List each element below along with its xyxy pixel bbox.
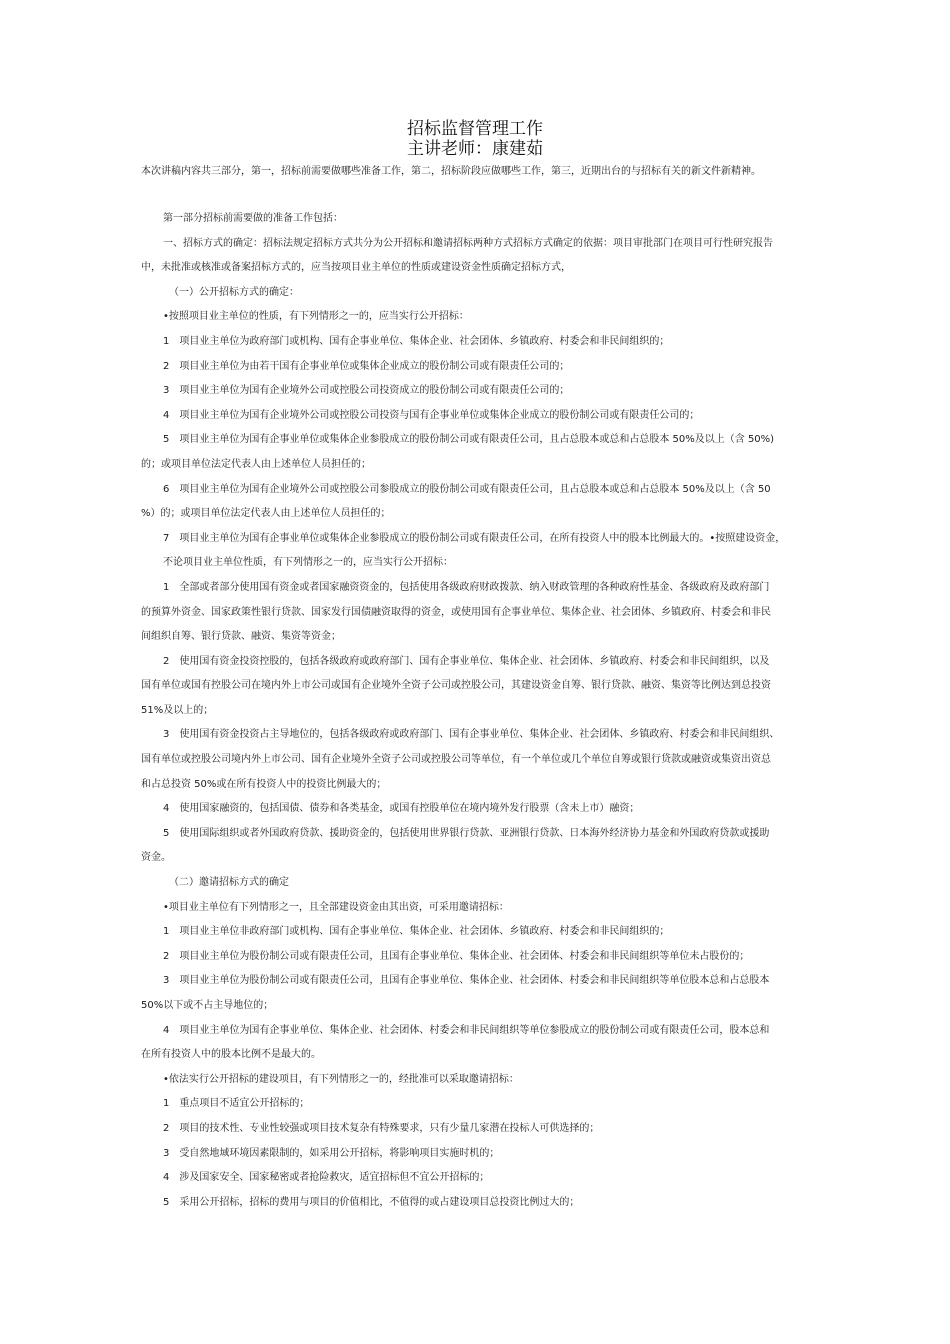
list-item: 4 使用国家融资的，包括国债、债券和各类基金，或国有控股单位在境内境外发行股票（含未上市）融资；	[163, 803, 640, 815]
list-item: 3 项目业主单位为国有企业境外公司或控股公司投资成立的股份制公司或有限责任公司的；	[163, 385, 570, 397]
list-item: 3 受自然地域环境因素限制的，如采用公开招标，将影响项目实施时机的；	[163, 1147, 500, 1159]
list-item-continuation: 资金。	[141, 852, 171, 864]
list-item-continuation: 的；或项目单位法定代表人由上述单位人员担任的；	[141, 458, 371, 470]
list-item: 1 重点项目不适宜公开招标的；	[163, 1098, 310, 1110]
bullet-line: •按照项目业主单位的性质，有下列情形之一的，应当实行公开招标：	[163, 311, 469, 323]
paragraph-line: 一、招标方式的确定：招标法规定招标方式共分为公开招标和邀请招标两种方式招标方式确定的依据：项目审批部门在项目可行性研究报告	[163, 237, 773, 249]
bullet-line: •依法实行公开招标的建设项目，有下列情形之一的，经批准可以采取邀请招标：	[163, 1073, 519, 1085]
document-title: 招标监督管理工作	[407, 119, 543, 139]
list-item-continuation: 和占总投资 50%或在所有投资人中的投资比例最大的；	[141, 778, 387, 790]
list-item: 1 项目业主单位非政府部门或机构、国有企事业单位、集体企业、社会团体、乡镇政府、村委会和非民间组织的；	[163, 926, 670, 938]
list-item: 1 全部或者部分使用国有资金或者国家融资资金的，包括使用各级政府财政拨款、纳入财政管理的各种政府性基金、各级政府及政府部门	[163, 581, 770, 593]
list-item-continuation: 国有单位或国有控股公司在境内外上市公司或国有企业境外全资子公司或控股公司，其建设资金自筹、银行贷款、融资、集资等比例达到总投资	[141, 680, 771, 692]
list-item: 4 涉及国家安全、国家秘密或者抢险救灾，适宜招标但不宜公开招标的；	[163, 1172, 490, 1184]
lecturer-line: 主讲老师：康建茹	[407, 139, 543, 159]
list-item-continuation: 在所有投资人中的股本比例不是最大的。	[141, 1049, 321, 1061]
list-item-continuation: 不论项目业主单位性质，有下列情形之一的，应当实行公开招标：	[163, 557, 453, 569]
list-item: 2 项目业主单位为由若干国有企事业单位或集体企业成立的股份制公司或有限责任公司的；	[163, 360, 570, 372]
list-item: 2 项目的技术性、专业性较强或项目技术复杂有特殊要求，只有少量几家潜在投标人可供选择的；	[163, 1122, 600, 1134]
bullet-line: •项目业主单位有下列情形之一，且全部建设资金由其出资，可采用邀请招标：	[163, 901, 509, 913]
subsection-heading: （二）邀请招标方式的确定	[169, 877, 289, 889]
list-item: 1 项目业主单位为政府部门或机构、国有企事业单位、集体企业、社会团体、乡镇政府、村委会和非民间组织的；	[163, 335, 670, 347]
subsection-heading: （一）公开招标方式的确定：	[169, 286, 299, 298]
document-body	[141, 207, 821, 1215]
section-heading: 第一部分招标前需要做的准备工作包括：	[163, 213, 343, 224]
list-item-continuation: 国有单位或控股公司境内外上市公司、国有企业境外全资子公司或控股公司等单位，有一个单位或几个单位自筹或银行贷款或融资或集资出资总	[141, 754, 771, 766]
list-item-continuation: 的预算外资金、国家政策性银行贷款、国家发行国债融资取得的资金，或使用国有企事业单位、集体企业、社会团体、乡镇政府、村委会和非民	[141, 606, 771, 618]
list-item: 2 使用国有资金投资控股的，包括各级政府或政府部门、国有企事业单位、集体企业、社会团体、乡镇政府、村委会和非民间组织，以及	[163, 655, 770, 667]
list-item-continuation: %）的；或项目单位法定代表人由上述单位人员担任的；	[141, 508, 391, 520]
list-item: 6 项目业主单位为国有企业境外公司或控股公司参股成立的股份制公司或有限责任公司，且占总股本或总和占总股本 50%及以上（含 50	[163, 483, 771, 495]
paragraph-line: 中，未批准或核准或备案招标方式的，应当按项目业主单位的性质或建设资金性质确定招标方式，	[141, 262, 571, 274]
list-item: 2 项目业主单位为股份制公司或有限责任公司，且国有企事业单位、集体企业、社会团体、村委会和非民间组织等单位未占股份的；	[163, 950, 750, 962]
list-item: 5 采用公开招标，招标的费用与项目的价值相比，不值得的或占建设项目总投资比例过大的；	[163, 1196, 580, 1208]
list-item-continuation: 间组织自筹、银行贷款、融资、集资等资金；	[141, 631, 341, 643]
list-item: 5 项目业主单位为国有企事业单位或集体企业参股成立的股份制公司或有限责任公司，且占总股本或总和占总股本 50%及以上（含 50%)	[163, 434, 775, 446]
list-item-continuation: 50%以下或不占主导地位的；	[141, 1000, 274, 1011]
list-item: 7 项目业主单位为国有企事业单位或集体企业参股成立的股份制公司或有限责任公司，在所有投资人中的股本比例最大的。•按照建设资金，	[163, 532, 786, 544]
list-item-continuation: 51%及以上的；	[141, 704, 214, 716]
intro-paragraph: 本次讲稿内容共三部分，第一，招标前需要做哪些准备工作，第二，招标阶段应做哪些工作，第三，近期出台的与招标有关的新文件新精神。	[141, 166, 761, 177]
list-item: 3 项目业主单位为股份制公司或有限责任公司，且国有企事业单位、集体企业、社会团体、村委会和非民间组织等单位股本总和占总股本	[163, 975, 770, 987]
list-item: 3 使用国有资金投资占主导地位的，包括各级政府或政府部门、国有企事业单位、集体企业、社会团体、乡镇政府、村委会和非民间组织、	[163, 729, 780, 741]
list-item: 4 项目业主单位为国有企事业单位、集体企业、社会团体、村委会和非民间组织等单位参股成立的股份制公司或有限责任公司，股本总和	[163, 1024, 770, 1036]
list-item: 4 项目业主单位为国有企业境外公司或控股公司投资与国有企事业单位或集体企业成立的股份制公司或有限责任公司的；	[163, 409, 700, 421]
list-item: 5 使用国际组织或者外国政府贷款、援助资金的，包括使用世界银行贷款、亚洲银行贷款、日本海外经济协力基金和外国政府贷款或援助	[163, 827, 770, 839]
